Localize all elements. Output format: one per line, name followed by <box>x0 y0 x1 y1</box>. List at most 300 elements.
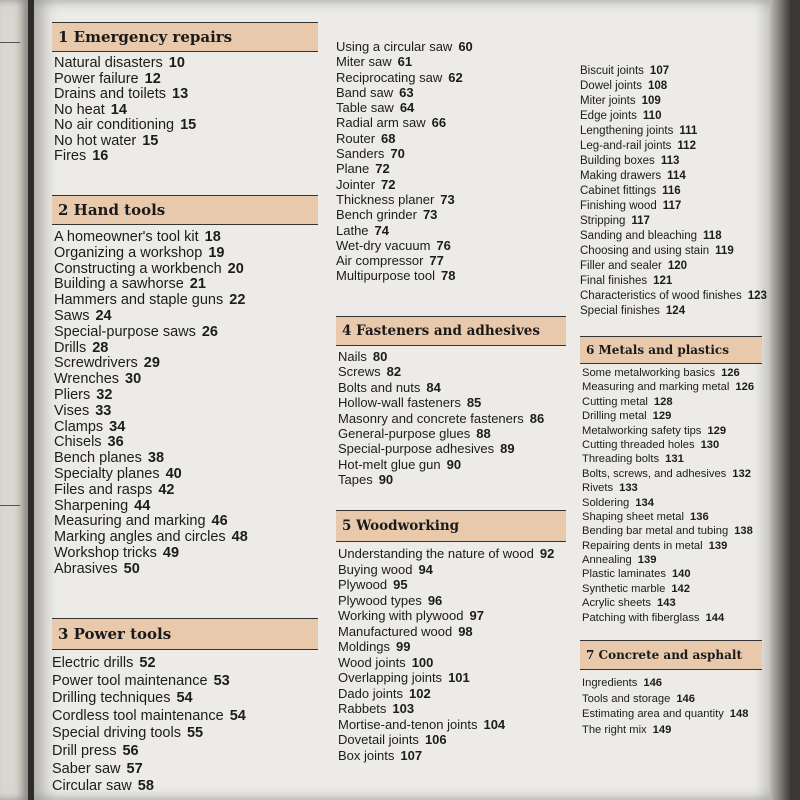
entry-label: Plywood <box>338 577 388 592</box>
entry-label: Special finishes <box>580 305 660 317</box>
entry-list <box>54 230 318 578</box>
toc-entry <box>582 725 762 741</box>
entry-label: Biscuit joints <box>580 65 644 77</box>
entry-label: Plastic laminates <box>582 568 666 581</box>
section-power-tools <box>52 618 318 797</box>
entry-page-number: 142 <box>671 582 690 595</box>
entry-page-number: 94 <box>418 561 433 577</box>
toc-entry <box>54 341 318 357</box>
entry-page-number: 124 <box>665 305 686 317</box>
entry-label: Wet-dry vacuum <box>336 237 431 253</box>
entry-page-number: 126 <box>721 367 740 379</box>
entry-label: Understanding the nature of wood <box>338 546 534 561</box>
entry-label: Ingredients <box>582 677 638 689</box>
toc-entry <box>54 467 318 483</box>
toc-entry <box>54 246 318 262</box>
toc-entry <box>338 578 566 594</box>
entry-label: Drill press <box>52 742 117 759</box>
entry-label: Workshop tricks <box>54 544 157 561</box>
entry-label: Constructing a workbench <box>54 260 222 277</box>
toc-entry <box>54 530 318 546</box>
toc-entry <box>336 101 566 116</box>
entry-page-number: 49 <box>162 544 180 561</box>
entry-label: Rabbets <box>338 701 387 716</box>
toc-entry <box>338 702 566 718</box>
entry-label: Manufactured wood <box>338 623 453 639</box>
entry-page-number: 61 <box>397 54 413 70</box>
toc-entry <box>54 451 318 467</box>
toc-entry <box>52 656 318 674</box>
entry-page-number: 132 <box>732 467 751 480</box>
toc-entry <box>580 290 767 306</box>
entry-page-number: 106 <box>424 732 447 747</box>
entry-label: Edge joints <box>580 110 637 122</box>
toc-entry <box>54 134 318 150</box>
entry-page-number: 57 <box>126 760 143 777</box>
entry-label: A homeowner's tool kit <box>54 229 199 245</box>
entry-page-number: 113 <box>660 155 680 167</box>
entry-label: Saws <box>54 307 90 324</box>
section-header: 7 Concrete and asphalt <box>580 640 762 670</box>
toc-entry <box>582 426 762 440</box>
toc-entry <box>580 96 760 111</box>
entry-page-number: 117 <box>662 200 682 212</box>
toc-entry <box>338 749 566 765</box>
entry-page-number: 107 <box>649 65 670 77</box>
entry-label: Specialty planes <box>54 465 160 482</box>
entry-label: Bending bar metal and tubing <box>582 525 729 538</box>
entry-label: Making drawers <box>580 170 662 182</box>
entry-label: Multipurpose tool <box>336 268 435 284</box>
entry-page-number: 146 <box>643 677 663 689</box>
entry-page-number: 34 <box>109 418 126 435</box>
toc-entry <box>582 709 762 725</box>
entry-label: Tapes <box>338 472 373 488</box>
section-metals-plastics <box>580 336 762 627</box>
toc-entry <box>580 186 760 201</box>
entry-page-number: 121 <box>653 275 673 287</box>
entry-label: Power tool maintenance <box>52 672 208 689</box>
entry-page-number: 13 <box>172 86 189 102</box>
entry-label: No hot water <box>54 132 137 149</box>
toc-entry <box>338 350 566 365</box>
toc-entry <box>336 116 566 131</box>
toc-entry <box>336 55 566 70</box>
entry-page-number: 68 <box>381 130 396 146</box>
entry-list <box>580 65 767 321</box>
section-emergency-repairs <box>52 22 318 165</box>
entry-page-number: 117 <box>631 215 650 227</box>
entry-page-number: 90 <box>378 472 394 488</box>
toc-entry <box>582 469 762 483</box>
entry-page-number: 131 <box>665 453 684 466</box>
entry-label: Cabinet fittings <box>580 185 657 197</box>
entry-page-number: 118 <box>703 230 722 242</box>
section-header: 2 Hand tools <box>52 195 318 225</box>
entry-label: Patching with fiberglass <box>582 611 700 624</box>
section-header: 1 Emergency repairs <box>52 22 318 52</box>
entry-page-number: 74 <box>374 222 390 238</box>
entry-page-number: 24 <box>95 307 112 324</box>
entry-label: Hammers and staple guns <box>54 292 224 309</box>
entry-label: Mortise-and-tenon joints <box>338 716 478 732</box>
entry-label: Stripping <box>580 215 626 227</box>
entry-page-number: 144 <box>705 611 725 624</box>
entry-label: Measuring and marking metal <box>582 381 730 394</box>
toc-entry <box>54 56 318 72</box>
entry-page-number: 60 <box>458 39 473 54</box>
entry-page-number: 52 <box>139 655 156 671</box>
entry-label: Measuring and marking <box>54 513 206 530</box>
entry-label: Natural disasters <box>54 55 163 71</box>
entry-label: Special-purpose saws <box>54 323 196 340</box>
entry-label: Some metalworking basics <box>582 367 716 379</box>
entry-page-number: 138 <box>734 525 753 538</box>
entry-label: Table saw <box>336 100 394 116</box>
toc-entry <box>338 640 566 656</box>
entry-label: Estimating area and quantity <box>582 708 724 720</box>
entry-label: Files and rasps <box>54 481 153 498</box>
entry-label: Thickness planer <box>336 191 435 207</box>
entry-label: Vises <box>54 402 90 419</box>
page-edge-shadow <box>770 0 800 800</box>
entry-label: Nails <box>338 349 367 364</box>
entry-page-number: 85 <box>466 395 482 411</box>
toc-entry <box>338 412 566 427</box>
entry-page-number: 111 <box>679 125 698 137</box>
facing-page-edge <box>0 0 28 800</box>
entry-label: General-purpose glues <box>338 425 471 441</box>
entry-list <box>52 656 318 797</box>
entry-page-number: 103 <box>392 701 415 716</box>
entry-label: Building boxes <box>580 155 655 167</box>
entry-label: Building a sawhorse <box>54 276 184 293</box>
toc-entry <box>54 356 318 372</box>
entry-label: Drilling techniques <box>52 690 171 707</box>
toc-entry <box>336 239 566 254</box>
toc-entry <box>580 306 760 321</box>
entry-label: Acrylic sheets <box>582 597 652 610</box>
toc-entry <box>336 254 566 269</box>
entry-label: Fires <box>54 148 87 164</box>
entry-label: Filler and sealer <box>580 260 662 272</box>
entry-page-number: 143 <box>657 597 676 610</box>
entry-page-number: 16 <box>92 148 109 164</box>
entry-label: Threading bolts <box>582 453 660 466</box>
toc-entry <box>54 435 318 451</box>
toc-entry <box>54 118 318 134</box>
toc-entry <box>54 483 318 499</box>
entry-page-number: 110 <box>642 110 662 122</box>
entry-page-number: 55 <box>186 725 204 742</box>
entry-page-number: 29 <box>143 355 160 372</box>
toc-entry <box>54 514 318 530</box>
entry-page-number: 128 <box>653 395 673 408</box>
entry-page-number: 50 <box>123 560 140 577</box>
entry-page-number: 30 <box>125 371 142 388</box>
entry-page-number: 112 <box>677 140 696 152</box>
entry-label: Choosing and using stain <box>580 245 710 257</box>
entry-label: Wrenches <box>54 371 120 388</box>
entry-page-number: 139 <box>637 554 657 567</box>
entry-page-number: 62 <box>448 69 463 85</box>
entry-page-number: 32 <box>96 386 113 403</box>
toc-entry <box>54 372 318 388</box>
entry-label: Electric drills <box>52 655 134 671</box>
entry-page-number: 95 <box>393 577 408 592</box>
entry-label: Bench grinder <box>336 207 417 223</box>
entry-page-number: 18 <box>204 229 221 245</box>
entry-page-number: 76 <box>436 237 451 253</box>
toc-entry <box>580 81 760 96</box>
toc-entry <box>54 72 318 88</box>
entry-label: Using a circular saw <box>336 39 453 54</box>
entry-list <box>582 678 762 740</box>
entry-page-number: 15 <box>180 117 197 133</box>
toc-entry <box>54 293 318 309</box>
toc-entry <box>338 473 566 488</box>
toc-entry <box>54 149 318 165</box>
toc-entry <box>336 224 566 239</box>
entry-page-number: 146 <box>676 692 695 705</box>
toc-entry <box>54 87 318 103</box>
entry-page-number: 44 <box>134 497 151 514</box>
toc-entry <box>54 262 318 278</box>
toc-entry <box>582 454 762 468</box>
entry-page-number: 86 <box>529 410 545 426</box>
entry-list <box>582 368 762 627</box>
entry-label: Hollow-wall fasteners <box>338 395 461 411</box>
entry-label: Pliers <box>54 386 91 403</box>
toc-entry <box>580 201 760 216</box>
entry-page-number: 92 <box>539 546 555 561</box>
entry-label: Masonry and concrete fasteners <box>338 410 524 426</box>
toc-entry <box>580 126 760 141</box>
entry-label: Screwdrivers <box>54 355 138 372</box>
section-header: 5 Woodworking <box>336 510 566 542</box>
entry-label: Dovetail joints <box>338 732 419 747</box>
toc-entry <box>338 718 566 734</box>
entry-label: Jointer <box>336 176 376 192</box>
entry-label: Moldings <box>338 639 391 654</box>
toc-entry <box>338 656 566 672</box>
toc-entry <box>582 382 762 396</box>
entry-page-number: 139 <box>708 539 728 552</box>
entry-label: Drills <box>54 339 87 356</box>
entry-page-number: 126 <box>735 381 755 394</box>
entry-page-number: 58 <box>137 778 154 795</box>
toc-entry <box>580 216 760 231</box>
toc-entry <box>338 365 566 380</box>
entry-page-number: 28 <box>92 339 109 356</box>
entry-label: Cutting threaded holes <box>582 438 695 451</box>
entry-label: Band saw <box>336 84 394 100</box>
entry-label: Lengthening joints <box>580 125 674 137</box>
entry-page-number: 99 <box>396 639 411 654</box>
entry-page-number: 26 <box>201 323 218 340</box>
entry-page-number: 46 <box>211 513 228 530</box>
toc-entry <box>580 141 760 156</box>
toc-entry <box>54 309 318 325</box>
contents-page <box>34 0 770 800</box>
toc-entry <box>336 132 566 147</box>
entry-page-number: 20 <box>227 260 244 277</box>
entry-page-number: 66 <box>431 115 447 131</box>
toc-entry <box>336 178 566 193</box>
toc-entry <box>580 261 760 276</box>
entry-label: Shaping sheet metal <box>582 510 684 523</box>
entry-list <box>336 40 566 285</box>
entry-page-number: 77 <box>429 253 444 269</box>
toc-entry <box>54 546 318 562</box>
entry-label: Characteristics of wood finishes <box>580 290 742 302</box>
entry-page-number: 15 <box>142 132 159 149</box>
entry-label: Clamps <box>54 418 104 435</box>
toc-entry <box>54 103 318 119</box>
entry-page-number: 72 <box>381 176 396 192</box>
section-power-tools-continued <box>336 40 566 285</box>
entry-page-number: 19 <box>208 244 225 261</box>
entry-page-number: 73 <box>440 191 455 207</box>
entry-label: Finishing wood <box>580 200 657 212</box>
toc-entry <box>580 156 760 171</box>
entry-page-number: 72 <box>375 161 390 177</box>
entry-page-number: 114 <box>667 170 686 182</box>
entry-label: Synthetic marble <box>582 582 666 595</box>
toc-entry <box>582 397 762 411</box>
entry-page-number: 12 <box>144 70 161 87</box>
toc-entry <box>52 779 318 797</box>
entry-page-number: 104 <box>483 716 506 732</box>
toc-entry <box>52 744 318 762</box>
entry-label: Reciprocating saw <box>336 69 443 85</box>
toc-entry <box>582 512 762 526</box>
entry-page-number: 97 <box>469 608 484 623</box>
entry-label: Repairing dents in metal <box>582 539 703 552</box>
toc-entry <box>582 411 762 425</box>
entry-page-number: 53 <box>213 672 230 689</box>
entry-page-number: 84 <box>426 379 441 395</box>
entry-label: Plane <box>336 161 370 177</box>
toc-entry <box>580 276 760 291</box>
entry-label: Screws <box>338 364 381 380</box>
toc-entry <box>338 609 566 625</box>
entry-label: Circular saw <box>52 778 132 795</box>
entry-page-number: 96 <box>427 592 443 608</box>
toc-entry <box>52 726 318 744</box>
toc-entry <box>338 687 566 703</box>
entry-page-number: 33 <box>95 402 112 419</box>
entry-page-number: 54 <box>176 690 193 707</box>
toc-entry <box>54 499 318 515</box>
toc-entry <box>580 171 760 186</box>
toc-entry <box>582 569 762 583</box>
entry-page-number: 129 <box>652 410 672 423</box>
section-concrete-asphalt <box>580 640 762 740</box>
toc-entry <box>338 427 566 442</box>
entry-label: Radial arm saw <box>336 115 426 131</box>
entry-page-number: 102 <box>409 685 431 701</box>
toc-entry <box>52 709 318 727</box>
toc-entry <box>338 396 566 411</box>
toc-entry <box>52 691 318 709</box>
section-woodworking-continued <box>580 65 767 321</box>
entry-page-number: 133 <box>619 482 638 495</box>
entry-label: Rivets <box>582 482 614 495</box>
toc-entry <box>582 694 762 710</box>
toc-entry <box>338 671 566 687</box>
entry-label: Organizing a workshop <box>54 244 203 261</box>
toc-entry <box>338 547 566 563</box>
entry-label: Buying wood <box>338 561 413 577</box>
section-fasteners-adhesives <box>336 316 566 489</box>
entry-page-number: 42 <box>158 481 175 498</box>
toc-entry <box>338 458 566 473</box>
toc-entry <box>336 147 566 162</box>
toc-entry <box>336 40 566 55</box>
toc-entry <box>582 555 762 569</box>
entry-label: Hot-melt glue gun <box>338 456 441 472</box>
entry-label: Annealing <box>582 554 632 567</box>
entry-label: Cordless tool maintenance <box>52 707 224 724</box>
entry-page-number: 136 <box>690 510 709 523</box>
entry-label: Miter joints <box>580 95 636 107</box>
entry-page-number: 98 <box>458 623 473 639</box>
entry-label: No heat <box>54 101 105 118</box>
entry-label: Miter saw <box>336 54 392 70</box>
toc-entry <box>582 368 762 382</box>
entry-label: Chisels <box>54 434 102 451</box>
entry-label: Special driving tools <box>52 725 181 742</box>
toc-entry <box>336 193 566 208</box>
entry-label: Overlapping joints <box>338 670 443 685</box>
toc-entry <box>582 613 762 627</box>
entry-page-number: 70 <box>390 146 405 162</box>
entry-page-number: 123 <box>747 290 767 302</box>
toc-entry <box>52 762 318 780</box>
entry-page-number: 82 <box>386 364 402 380</box>
entry-label: Saber saw <box>52 760 121 777</box>
entry-page-number: 36 <box>107 434 124 451</box>
entry-label: Sanders <box>336 146 385 162</box>
section-header: 6 Metals and plastics <box>580 336 762 364</box>
section-woodworking <box>336 510 566 764</box>
entry-page-number: 149 <box>652 723 672 736</box>
entry-label: Soldering <box>582 496 630 509</box>
entry-list <box>338 547 566 764</box>
entry-page-number: 14 <box>110 101 127 118</box>
entry-page-number: 108 <box>648 80 668 92</box>
entry-page-number: 107 <box>400 747 423 763</box>
toc-entry <box>338 381 566 396</box>
section-header: 4 Fasteners and adhesives <box>336 316 566 346</box>
entry-page-number: 73 <box>422 207 438 223</box>
entry-page-number: 38 <box>147 450 165 467</box>
entry-list <box>338 350 566 489</box>
entry-page-number: 101 <box>448 670 470 685</box>
toc-entry <box>582 498 762 512</box>
entry-label: Lathe <box>336 222 369 238</box>
toc-entry <box>338 442 566 457</box>
toc-entry <box>582 541 762 555</box>
entry-label: Marking angles and circles <box>54 529 226 546</box>
toc-entry <box>54 325 318 341</box>
entry-label: Power failure <box>54 70 139 87</box>
entry-page-number: 109 <box>641 95 661 107</box>
entry-label: Sharpening <box>54 497 129 514</box>
entry-page-number: 129 <box>707 424 727 437</box>
entry-page-number: 100 <box>411 654 434 670</box>
